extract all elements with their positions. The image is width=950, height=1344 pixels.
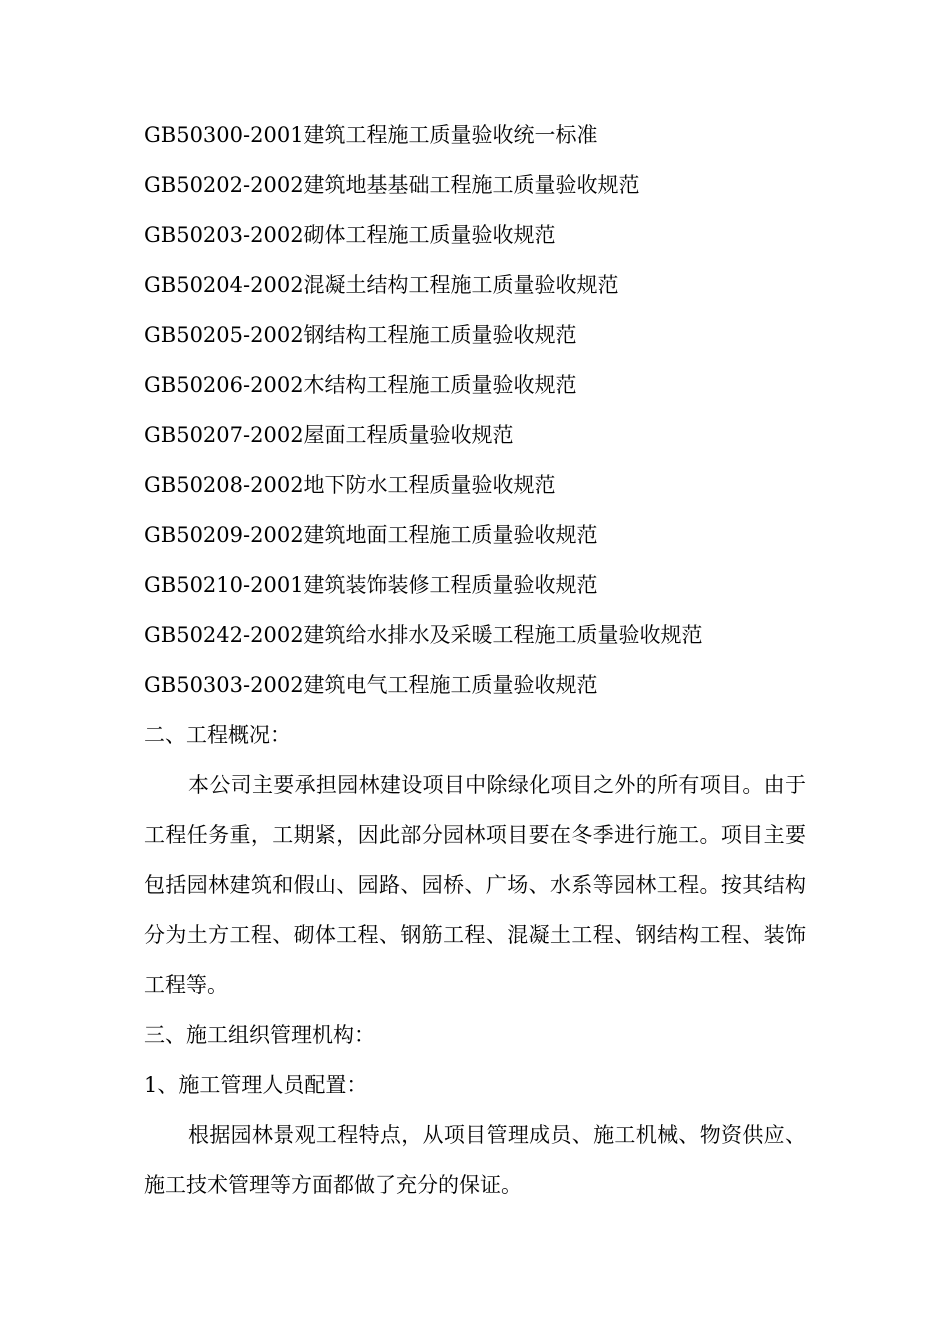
standard-item: GB50208-2002地下防水工程质量验收规范 — [144, 473, 556, 497]
subsection-heading-staffing: 1、施工管理人员配置： — [144, 1073, 368, 1097]
project-overview-paragraph: 本公司主要承担园林建设项目中除绿化项目之外的所有项目。由于工程任务重，工期紧，因此部分园林项目要在冬季进行施工。项目主要包括园林建筑和假山、园路、园桥、广场、水系等园林工程。按其结构分为土方工程、砌体工程、钢筋工程、混凝土工程、钢结构工程、装饰工程等。 — [144, 773, 806, 997]
standard-item: GB50242-2002建筑给水排水及采暖工程施工质量验收规范 — [144, 623, 703, 647]
standard-item: GB50300-2001建筑工程施工质量验收统一标准 — [144, 123, 598, 147]
standard-item: GB50207-2002屋面工程质量验收规范 — [144, 423, 514, 447]
standards-list — [144, 110, 806, 710]
standard-item: GB50303-2002建筑电气工程施工质量验收规范 — [144, 673, 598, 697]
standard-item: GB50209-2002建筑地面工程施工质量验收规范 — [144, 523, 598, 547]
standard-item: GB50202-2002建筑地基基础工程施工质量验收规范 — [144, 173, 640, 197]
standard-item: GB50204-2002混凝土结构工程施工质量验收规范 — [144, 273, 619, 297]
section-heading-organization: 三、施工组织管理机构： — [144, 1023, 375, 1047]
staffing-paragraph: 根据园林景观工程特点，从项目管理成员、施工机械、物资供应、施工技术管理等方面都做了充分的保证。 — [144, 1123, 806, 1197]
standard-item: GB50203-2002砌体工程施工质量验收规范 — [144, 223, 556, 247]
document-body — [144, 110, 806, 1210]
standard-item: GB50210-2001建筑装饰装修工程质量验收规范 — [144, 573, 598, 597]
standard-item: GB50206-2002木结构工程施工质量验收规范 — [144, 373, 577, 397]
standard-item: GB50205-2002钢结构工程施工质量验收规范 — [144, 323, 577, 347]
section-heading-project-overview: 二、工程概况： — [144, 723, 291, 747]
